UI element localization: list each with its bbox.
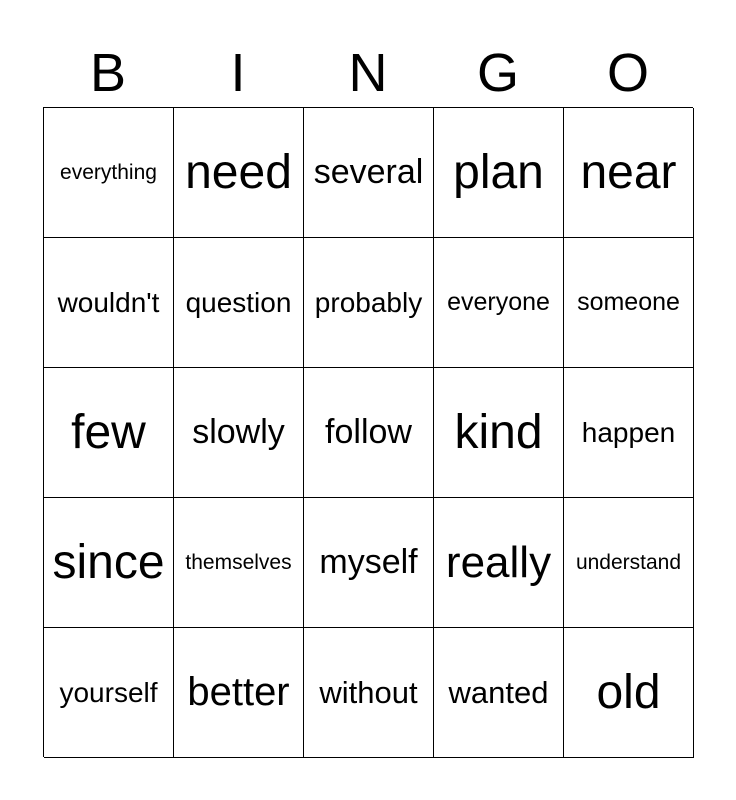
bingo-cell[interactable]: themselves bbox=[174, 498, 304, 628]
bingo-cell[interactable]: yourself bbox=[44, 628, 174, 758]
bingo-cell[interactable]: near bbox=[564, 108, 694, 238]
bingo-board bbox=[43, 107, 693, 757]
bingo-cell[interactable]: since bbox=[44, 498, 174, 628]
bingo-cell[interactable]: question bbox=[174, 238, 304, 368]
bingo-cell[interactable]: without bbox=[304, 628, 434, 758]
bingo-cell[interactable]: everyone bbox=[434, 238, 564, 368]
bingo-cell[interactable]: everything bbox=[44, 108, 174, 238]
header-letter-o: O bbox=[606, 43, 649, 103]
bingo-cell[interactable]: really bbox=[434, 498, 564, 628]
bingo-cell[interactable]: old bbox=[564, 628, 694, 758]
bingo-cell[interactable]: several bbox=[304, 108, 434, 238]
bingo-cell[interactable]: probably bbox=[304, 238, 434, 368]
header-letter-i: I bbox=[230, 43, 246, 103]
header-letter-g: G bbox=[476, 43, 519, 103]
bingo-cell[interactable]: kind bbox=[434, 368, 564, 498]
header-letter-n: N bbox=[348, 43, 388, 103]
bingo-header bbox=[43, 42, 693, 104]
bingo-cell[interactable]: myself bbox=[304, 498, 434, 628]
bingo-cell[interactable]: someone bbox=[564, 238, 694, 368]
bingo-cell[interactable]: understand bbox=[564, 498, 694, 628]
bingo-cell[interactable]: wanted bbox=[434, 628, 564, 758]
bingo-cell[interactable]: few bbox=[44, 368, 174, 498]
bingo-cell[interactable]: better bbox=[174, 628, 304, 758]
bingo-cell[interactable]: wouldn't bbox=[44, 238, 174, 368]
bingo-cell[interactable]: need bbox=[174, 108, 304, 238]
bingo-cell[interactable]: plan bbox=[434, 108, 564, 238]
bingo-cell[interactable]: follow bbox=[304, 368, 434, 498]
header-letter-b: B bbox=[89, 43, 127, 103]
bingo-cell[interactable]: happen bbox=[564, 368, 694, 498]
bingo-cell[interactable]: slowly bbox=[174, 368, 304, 498]
